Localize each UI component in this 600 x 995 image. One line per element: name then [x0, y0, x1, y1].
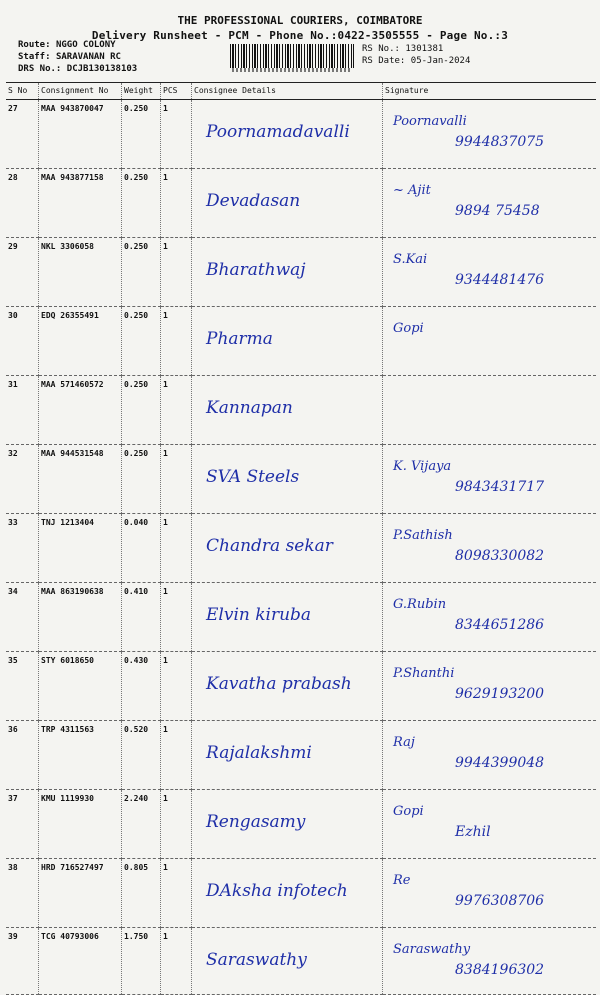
pcs-cell: 1	[161, 652, 192, 721]
rs-date-value: 05-Jan-2024	[410, 56, 471, 66]
phone-handwriting: 8384196302	[455, 962, 545, 978]
pcs-cell: 1	[161, 169, 192, 238]
pcs-cell: 1	[161, 928, 192, 995]
signature-handwriting: Poornavalli	[393, 114, 467, 129]
weight-cell: 0.250	[122, 307, 161, 376]
table-row	[6, 376, 596, 445]
consignee-handwritten-name: Kavatha prabash	[206, 674, 352, 694]
table-row	[6, 721, 596, 790]
consignment-cell: TRP 4311563	[39, 721, 122, 790]
signature-cell	[383, 100, 597, 169]
signature-handwriting: Re	[393, 873, 411, 888]
phone-handwriting: 9894 75458	[455, 203, 540, 219]
table-row	[6, 583, 596, 652]
consignee-cell	[192, 100, 383, 169]
sno-cell: 27	[6, 100, 39, 169]
rs-no-value: 1301381	[405, 44, 444, 54]
weight-cell: 0.250	[122, 169, 161, 238]
consignment-cell: MAA 863190638	[39, 583, 122, 652]
pcs-cell: 1	[161, 514, 192, 583]
pcs-cell: 1	[161, 445, 192, 514]
phone-handwriting: 9344481476	[455, 272, 545, 288]
pcs-cell: 1	[161, 307, 192, 376]
table-row	[6, 100, 596, 169]
phone-handwriting: 8098330082	[455, 548, 545, 564]
signature-cell	[383, 859, 597, 928]
pcs-cell: 1	[161, 790, 192, 859]
signature-cell	[383, 307, 597, 376]
rs-date-line	[362, 56, 470, 66]
consignee-handwritten-name: Elvin kiruba	[206, 605, 312, 625]
phone-handwriting: 8344651286	[455, 617, 545, 633]
signature-handwriting: Saraswathy	[393, 942, 471, 957]
phone-handwriting: 9944399048	[455, 755, 545, 771]
col-weight: Weight	[122, 83, 161, 100]
consignee-cell	[192, 583, 383, 652]
table-body	[6, 100, 596, 995]
weight-cell: 0.430	[122, 652, 161, 721]
sno-cell: 30	[6, 307, 39, 376]
rs-no-label: RS No.:	[362, 44, 400, 54]
signature-cell	[383, 583, 597, 652]
signature-handwriting: Gopi	[393, 804, 424, 819]
runsheet-subtitle: Delivery Runsheet - PCM - Phone No.:0422-3505555 - Page No.:3	[91, 29, 509, 42]
consignment-cell: MAA 943870047	[39, 100, 122, 169]
consignment-cell: KMU 1119930	[39, 790, 122, 859]
table-row	[6, 514, 596, 583]
consignment-cell: MAA 571460572	[39, 376, 122, 445]
weight-cell: 2.240	[122, 790, 161, 859]
signature-handwriting: P.Shanthi	[393, 666, 455, 681]
drs-line	[18, 64, 137, 74]
pcs-cell: 1	[161, 721, 192, 790]
consignee-cell	[192, 376, 383, 445]
consignee-handwritten-name: Bharathwaj	[206, 260, 306, 280]
consignment-cell: TNJ 1213404	[39, 514, 122, 583]
weight-cell: 0.805	[122, 859, 161, 928]
consignee-handwritten-name: Saraswathy	[206, 950, 307, 970]
signature-handwriting: K. Vijaya	[393, 459, 452, 474]
pcs-cell: 1	[161, 100, 192, 169]
sno-cell: 34	[6, 583, 39, 652]
sno-cell: 32	[6, 445, 39, 514]
signature-handwriting: ~ Ajit	[393, 183, 431, 198]
pcs-cell: 1	[161, 376, 192, 445]
sno-cell: 36	[6, 721, 39, 790]
sno-cell: 38	[6, 859, 39, 928]
sno-cell: 33	[6, 514, 39, 583]
consignee-cell	[192, 652, 383, 721]
consignee-cell	[192, 307, 383, 376]
signature-cell	[383, 445, 597, 514]
rs-no-line	[362, 44, 443, 54]
signature-handwriting: Gopi	[393, 321, 424, 336]
signature-cell	[383, 928, 597, 995]
signature-cell	[383, 721, 597, 790]
table-row	[6, 169, 596, 238]
consignee-handwritten-name: Devadasan	[206, 191, 301, 211]
consignee-cell	[192, 238, 383, 307]
consignment-cell: TCG 40793006	[39, 928, 122, 995]
consignee-handwritten-name: DAksha infotech	[206, 881, 348, 901]
table-row	[6, 238, 596, 307]
runsheet-table	[6, 82, 596, 995]
consignment-cell: STY 6018650	[39, 652, 122, 721]
route-line	[18, 40, 116, 50]
header-row	[6, 83, 596, 100]
consignment-cell: EDQ 26355491	[39, 307, 122, 376]
weight-cell: 0.040	[122, 514, 161, 583]
consignment-cell: MAA 943877158	[39, 169, 122, 238]
consignee-cell	[192, 169, 383, 238]
weight-cell: 0.250	[122, 238, 161, 307]
table-row	[6, 652, 596, 721]
consignment-cell: HRD 716527497	[39, 859, 122, 928]
phone-handwriting: 9944837075	[455, 134, 545, 150]
signature-cell	[383, 169, 597, 238]
sno-cell: 37	[6, 790, 39, 859]
weight-cell: 1.750	[122, 928, 161, 995]
consignee-handwritten-name: SVA Steels	[206, 467, 300, 487]
consignment-cell: MAA 944531548	[39, 445, 122, 514]
consignee-handwritten-name: Poornamadavalli	[206, 122, 350, 142]
sno-cell: 39	[6, 928, 39, 995]
consignee-cell	[192, 859, 383, 928]
pcs-cell: 1	[161, 859, 192, 928]
consignee-cell	[192, 721, 383, 790]
table-row	[6, 928, 596, 995]
consignee-handwritten-name: Chandra sekar	[206, 536, 333, 556]
sno-cell: 31	[6, 376, 39, 445]
consignee-handwritten-name: Pharma	[206, 329, 273, 349]
signature-handwriting: P.Sathish	[393, 528, 453, 543]
rs-date-label: RS Date:	[362, 56, 406, 66]
signature-cell	[383, 652, 597, 721]
consignee-handwritten-name: Kannapan	[206, 398, 293, 418]
consignee-cell	[192, 445, 383, 514]
signature-cell	[383, 514, 597, 583]
drs-value: DCJB130138103	[66, 64, 138, 74]
consignment-cell: NKL 3306058	[39, 238, 122, 307]
sno-cell: 29	[6, 238, 39, 307]
consignee-cell	[192, 514, 383, 583]
signature-handwriting: G.Rubin	[393, 597, 447, 612]
weight-cell: 0.520	[122, 721, 161, 790]
weight-cell: 0.250	[122, 100, 161, 169]
weight-cell: 0.250	[122, 376, 161, 445]
table-row	[6, 859, 596, 928]
drs-label: DRS No.:	[18, 64, 62, 74]
col-consignee: Consignee Details	[192, 83, 383, 100]
barcode	[230, 44, 354, 68]
staff-line	[18, 52, 121, 62]
staff-label: Staff:	[18, 52, 51, 62]
table-row	[6, 445, 596, 514]
col-consignment: Consignment No	[39, 83, 122, 100]
phone-handwriting: 9629193200	[455, 686, 545, 702]
route-label: Route:	[18, 40, 51, 50]
signature-cell	[383, 238, 597, 307]
weight-cell: 0.410	[122, 583, 161, 652]
route-value: NGGO COLONY	[55, 40, 116, 50]
signature-handwriting: S.Kai	[393, 252, 428, 267]
consignee-handwritten-name: Rajalakshmi	[206, 743, 312, 763]
staff-value: SARAVANAN RC	[55, 52, 121, 62]
weight-cell: 0.250	[122, 445, 161, 514]
barcode-digits	[232, 68, 352, 72]
phone-handwriting: 9976308706	[455, 893, 545, 909]
col-sno: S No	[6, 83, 39, 100]
company-title: THE PROFESSIONAL COURIERS, COIMBATORE	[177, 14, 423, 27]
pcs-cell: 1	[161, 583, 192, 652]
signature-handwriting: Raj	[393, 735, 415, 750]
consignee-cell	[192, 928, 383, 995]
sno-cell: 28	[6, 169, 39, 238]
pcs-cell: 1	[161, 238, 192, 307]
col-signature: Signature	[383, 83, 597, 100]
signature-cell	[383, 376, 597, 445]
col-pcs: PCS	[161, 83, 192, 100]
table-row	[6, 307, 596, 376]
phone-handwriting: 9843431717	[455, 479, 545, 495]
sno-cell: 35	[6, 652, 39, 721]
phone-handwriting: Ezhil	[455, 824, 491, 840]
consignee-handwritten-name: Rengasamy	[206, 812, 306, 832]
